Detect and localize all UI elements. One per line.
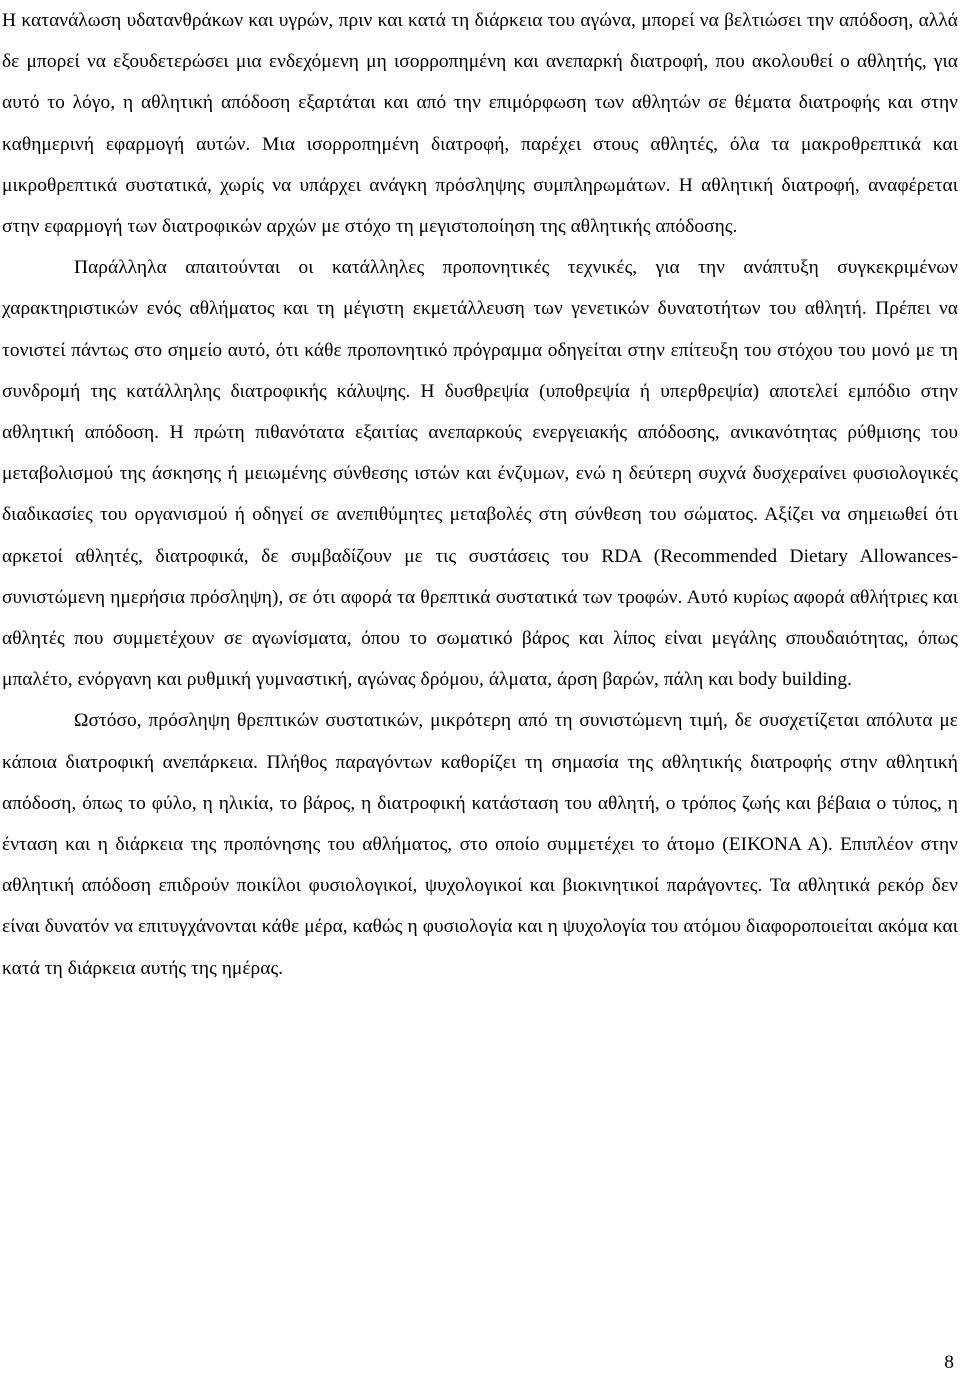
paragraph-3: Ωστόσο, πρόσληψη θρεπτικών συστατικών, μικρότερη από τη συνιστώμενη τιμή, δε συσχετίζεται απόλυτα με κάποια διατροφική ανεπάρκεια. Πλήθος παραγόντων καθορίζει τη σημασία της αθλητικής διατροφής στην αθλητική απόδοση, όπως το φύλο, η ηλικία, το βάρος, η διατροφική κατάσταση του αθλητή, ο τρόπος ζωής και βέβαια ο τύπος, η ένταση και η διάρκεια της προπόνησης του αθλήματος, στο οποίο συμμετέχει το άτομο (ΕΙΚΟΝΑ Α). Επιπλέον στην αθλητική απόδοση επιδρούν ποικίλοι φυσιολογικοί, ψυχολογικοί και βιοκινητικοί παράγοντες. Τα αθλητικά ρεκόρ δεν είναι δυνατόν να επιτυγχάνονται κάθε μέρα, καθώς η φυσιολογία και η ψυχολογία του ατόμου διαφοροποιείται ακόμα και κατά τη διάρκεια αυτής της ημέρας. xyxy=(2,710,958,979)
page-number: 8 xyxy=(944,1352,954,1373)
body-text xyxy=(2,0,958,989)
paragraph-2: Παράλληλα απαιτούνται οι κατάλληλες προπονητικές τεχνικές, για την ανάπτυξη συγκεκριμένων χαρακτηριστικών ενός αθλήματος και τη μέγιστη εκμετάλλευση των γενετικών δυνατοτήτων του αθλητή. Πρέπει να τονιστεί πάντως στο σημείο αυτό, ότι κάθε προπονητικό πρόγραμμα οδηγείται στην επίτευξη του στόχου του μονό με τη συνδρομή της κατάλληλης διατροφικής κάλυψης. Η δυσθρεψία (υποθρεψία ή υπερθρεψία) αποτελεί εμπόδιο στην αθλητική απόδοση. Η πρώτη πιθανότατα εξαιτίας ανεπαρκούς ενεργειακής απόδοσης, ανικανότητας ρύθμισης του μεταβολισμού της άσκησης ή μειωμένης σύνθεσης ιστών και ένζυμων, ενώ η δεύτερη συχνά δυσχεραίνει φυσιολογικές διαδικασίες του οργανισμού ή οδηγεί σε ανεπιθύμητες μεταβολές στη σύνθεση του σώματος. Αξίζει να σημειωθεί ότι αρκετοί αθλητές, διατροφικά, δε συμβαδίζουν με τις συστάσεις του RDA (Recommended Dietary Allowances- συνιστώμενη ημερήσια πρόσληψη), σε ότι αφορά τα θρεπτικά συστατικά των τροφών. Αυτό κυρίως αφορά αθλήτριες και αθλητές που συμμετέχουν σε αγωνίσματα, όπου το σωματικό βάρος και λίπος είναι μεγάλης σπουδαιότητας, όπως μπαλέτο, ενόργανη και ρυθμική γυμναστική, αγώνας δρόμου, άλματα, άρση βαρών, πάλη και body building. xyxy=(2,257,958,691)
paragraph-1: Η κατανάλωση υδατανθράκων και υγρών, πριν και κατά τη διάρκεια του αγώνα, μπορεί να βελτιώσει την απόδοση, αλλά δε μπορεί να εξουδετερώσει μια ενδεχόμενη μη ισορροπημένη και ανεπαρκή διατροφή, που ακολουθεί ο αθλητής, για αυτό το λόγο, η αθλητική απόδοση εξαρτάται και από την επιμόρφωση των αθλητών σε θέματα διατροφής και στην καθημερινή εφαρμογή αυτών. Μια ισορροπημένη διατροφή, παρέχει στους αθλητές, όλα τα μακροθρεπτικά και μικροθρεπτικά συστατικά, χωρίς να υπάρχει ανάγκη πρόσληψης συμπληρωμάτων. Η αθλητική διατροφή, αναφέρεται στην εφαρμογή των διατροφικών αρχών με στόχο τη μεγιστοποίηση της αθλητικής απόδοσης. xyxy=(2,10,958,238)
